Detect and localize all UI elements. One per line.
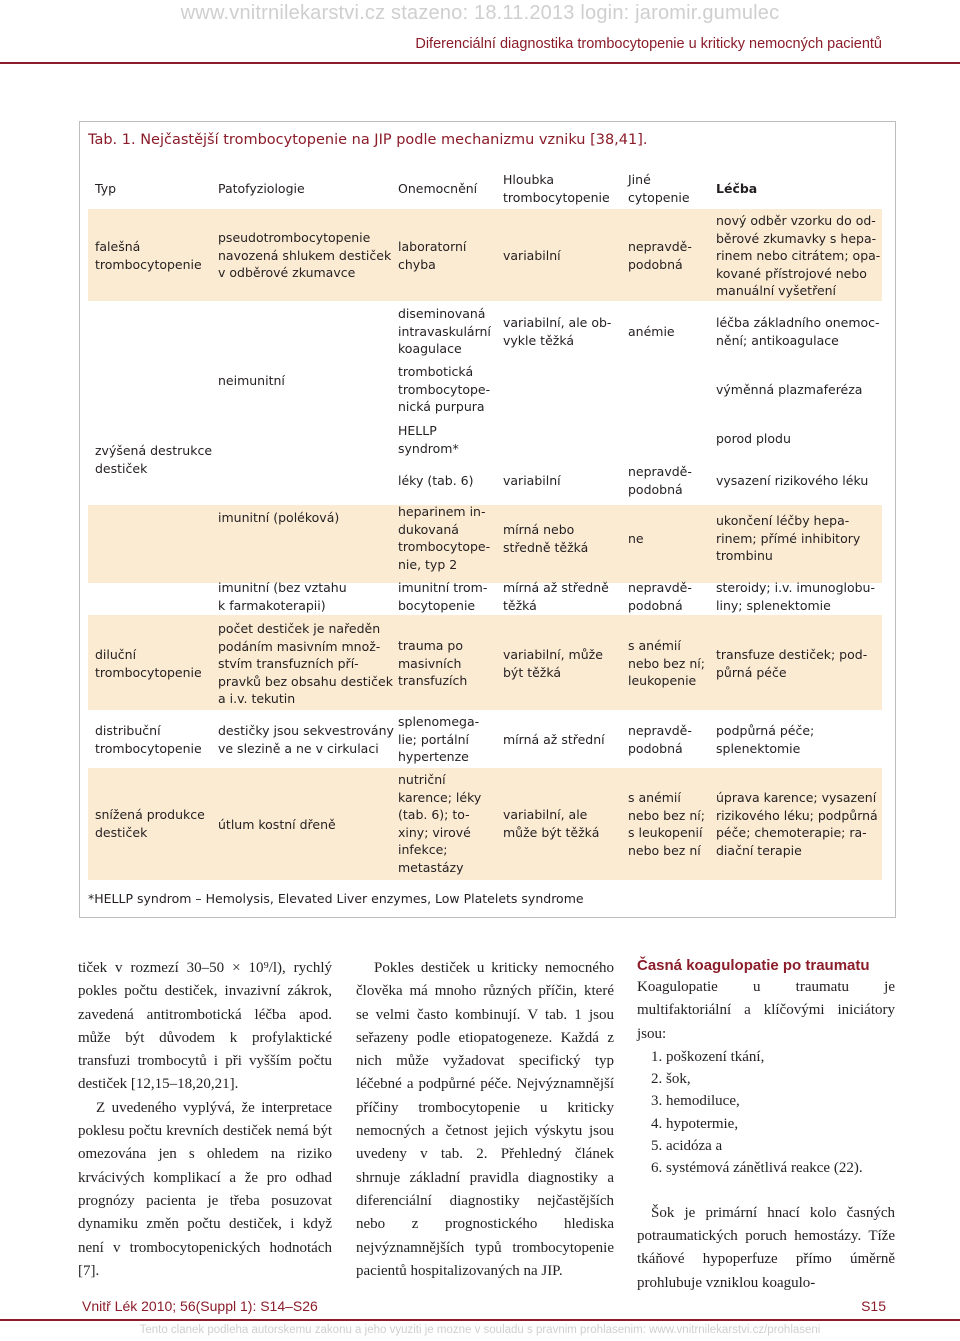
header-onemocneni: Onemocnění xyxy=(398,181,478,196)
r1-lecba xyxy=(716,212,880,300)
list-item: 5. acidóza a xyxy=(651,1138,723,1155)
header-jine-line2: cytopenie xyxy=(628,190,690,205)
r7-pato-l2: k farmakoterapii) xyxy=(218,597,326,613)
r9-pato xyxy=(218,722,394,757)
r8-onem-l2: masivních xyxy=(398,655,462,671)
r9-jine-l2: podobná xyxy=(628,740,683,756)
header-jine-line1: Jiné xyxy=(628,172,651,187)
r1-typ xyxy=(95,238,202,273)
r7-pato xyxy=(218,579,347,614)
header-typ: Typ xyxy=(95,181,117,196)
r8-hloubka-l2: být těžká xyxy=(503,664,562,680)
r1-lecba-l4: kované přístrojové nebo xyxy=(716,265,867,281)
r7-hloubka xyxy=(503,579,609,614)
r1-typ-l1: falešná xyxy=(95,239,141,254)
r1-pato xyxy=(218,229,391,282)
r4-typ-l2: destiček xyxy=(95,460,148,476)
r6-onem-l4: nie, typ 2 xyxy=(398,556,458,572)
r1-onem-l2: chyba xyxy=(398,256,436,272)
r4-onem xyxy=(398,422,459,457)
r7-onem xyxy=(398,579,487,614)
r8-pato-l4: pravků bez obsahu destiček xyxy=(218,673,393,689)
r8-typ-l1: diluční xyxy=(95,647,137,662)
col3-intro: Koagulopatie u traumatu je multifaktoriální a klíčovými iniciátory jsou: xyxy=(637,979,895,1042)
r10-pato: útlum kostní dřeně xyxy=(218,817,336,832)
header-rule xyxy=(0,62,960,64)
r8-onem-l3: transfuzích xyxy=(398,673,468,688)
r6-jine: ne xyxy=(628,531,644,546)
r1-pato-l2: navozená shlukem destiček xyxy=(218,247,392,263)
list-item: 6. systémová zánětlivá reakce (22). xyxy=(651,1160,863,1177)
r10-typ xyxy=(95,806,205,841)
col1-paragraph-2: Z uvedeného vyplývá, že interpretace poklesu počtu krevních destiček nemá být omezována jen s ohledem na riziko krvácivých komplikací a že pro odhad prognózy pacienta je třeba posuzovat dynamiku změn počtu destiček, i když není v trombocytopenických hodnotách [7]. xyxy=(78,1099,332,1279)
r8-jine-l1: s anémií xyxy=(628,638,681,653)
r4-lecba: porod plodu xyxy=(716,431,791,446)
col1-paragraph-1: tiček v rozmezí 30–50 × 10⁹/l), rychlý pokles počtu destiček, invazivní zákrok, zavedená antitrombotická léčba apod. může být důvodem k profylaktické transfuzi trombocytů i při vyšším počtu destiček [12,15–18,20,21]. xyxy=(78,960,332,1093)
r4-typ-l1: zvýšená destrukce xyxy=(95,443,213,458)
r7-onem-l2: bocytopenie xyxy=(398,597,476,613)
r1-lecba-l2: běrové zkumavky s hepa- xyxy=(716,230,877,246)
r10-jine-l4: nebo bez ní xyxy=(628,842,701,858)
r9-hloubka: mírná až střední xyxy=(503,732,605,747)
r5-lecba: vysazení rizikového léku xyxy=(716,473,869,488)
r7-hloubka-l1: mírná až středně xyxy=(503,580,609,595)
col3-paragraph-2: Šok je primární hnací kolo časných potraumatických poruch hemostázy. Tíže tkáňové hypoperfuze přímo úměrně prohlubuje vzniklou koagulo- xyxy=(637,1204,895,1291)
text-column-2 xyxy=(356,957,614,1283)
r2-onem-l3: koagulace xyxy=(398,341,462,356)
running-title: Diferenciální diagnostika trombocytopenie u kriticky nemocných pacientů xyxy=(415,36,882,52)
footer-rule xyxy=(0,1319,960,1321)
r10-lecba-l3: péče; chemoterapie; ra- xyxy=(716,825,867,840)
r1-lecba-l1: nový odběr vzorku do od- xyxy=(716,213,876,228)
r2-onem xyxy=(398,305,491,358)
r1-jine-l2: podobná xyxy=(628,256,683,272)
text-column-3 xyxy=(637,957,895,1295)
section-heading: Časná koagulopatie po traumatu xyxy=(637,957,870,974)
journal-citation: Vnitř Lék 2010; 56(Suppl 1): S14–S26 xyxy=(82,1298,318,1314)
r8-lecba-l1: transfuze destiček; pod- xyxy=(716,647,868,662)
r2-jine: anémie xyxy=(628,324,675,339)
r10-typ-l1: snížená produkce xyxy=(95,807,205,822)
page-number: S15 xyxy=(861,1298,886,1314)
r1-onem-l1: laboratorní xyxy=(398,239,467,254)
r9-onem xyxy=(398,713,479,766)
r10-hloubka xyxy=(503,806,599,841)
r8-onem xyxy=(398,637,467,690)
r3-lecba: výměnná plazmaferéza xyxy=(716,382,863,397)
r10-onem-l3: (tab. 6); to- xyxy=(398,807,470,822)
r2-hloubka-l1: variabilní, ale ob- xyxy=(503,315,612,330)
header-hloubka-line1: Hloubka xyxy=(503,172,555,187)
r10-lecba-l1: úprava karence; vysazení xyxy=(716,790,877,805)
r10-typ-l2: destiček xyxy=(95,824,148,840)
r5-jine-l2: podobná xyxy=(628,481,683,497)
r6-onem-l2: dukovaná xyxy=(398,521,459,537)
watermark-bottom: Tento clanek podleha autorskemu zakonu a jeho vyuziti je mozne v souladu s pravnim prohlasenim: www.vnitrnilekarstvi.cz/prohlaseni xyxy=(139,1324,821,1336)
r10-jine-l1: s anémií xyxy=(628,790,681,805)
header-jine xyxy=(628,171,690,207)
r7-pato-l1: imunitní (bez vztahu xyxy=(218,580,347,595)
r8-pato-l3: stvím transfuzních pří- xyxy=(218,656,359,671)
r6-lecba-l3: trombinu xyxy=(716,548,773,563)
table-caption: Tab. 1. Nejčastější trombocytopenie na JIP podle mechanizmu vzniku [38,41]. xyxy=(88,132,648,148)
r1-typ-l2: trombocytopenie xyxy=(95,256,202,272)
r3-pato: neimunitní xyxy=(218,373,285,388)
r7-jine-l1: nepravdě- xyxy=(628,580,692,595)
r10-onem-l4: xiny; virové xyxy=(398,824,471,840)
r1-lecba-l3: rinem nebo citrátem; opa- xyxy=(716,248,881,263)
r2-lecba-l2: nění; antikoagulace xyxy=(716,332,839,348)
table-footnote: *HELLP syndrom – Hemolysis, Elevated Liver enzymes, Low Platelets syndrome xyxy=(88,891,584,906)
r7-jine-l2: podobná xyxy=(628,597,683,613)
r5-hloubka: variabilní xyxy=(503,473,561,488)
list-item: 4. hypotermie, xyxy=(651,1115,739,1132)
r6-lecba-l1: ukončení léčby hepa- xyxy=(716,513,850,528)
r10-onem xyxy=(398,771,481,876)
r1-lecba-l5: manuální vyšetření xyxy=(716,283,837,298)
r10-hloubka-l2: může být těžká xyxy=(503,824,600,840)
r2-onem-l2: intravaskulární xyxy=(398,323,491,339)
r1-pato-l1: pseudotrombocytopenie xyxy=(218,230,371,245)
header-patofyziologie: Patofyziologie xyxy=(218,181,305,196)
r10-onem-l5: infekce; xyxy=(398,842,448,857)
r9-onem-l2: lie; portální xyxy=(398,731,469,747)
r6-lecba-l2: rinem; přímé inhibitory xyxy=(716,530,861,546)
r8-onem-l1: trauma po xyxy=(398,638,464,653)
r8-jine-l2: nebo bez ní; xyxy=(628,655,705,671)
r3-onem-l3: nická purpura xyxy=(398,399,485,414)
r2-onem-l1: diseminovaná xyxy=(398,306,486,321)
r7-lecba xyxy=(716,579,875,614)
r9-typ-l2: trombocytopenie xyxy=(95,740,202,756)
r9-lecba-l2: splenektomie xyxy=(716,740,801,756)
r6-hloubka-l1: mírná nebo xyxy=(503,522,575,537)
r9-lecba xyxy=(716,722,814,757)
r7-jine xyxy=(628,579,692,614)
r8-typ xyxy=(95,646,202,681)
r10-jine-l3: s leukopenií xyxy=(628,825,703,840)
r10-hloubka-l1: variabilní, ale xyxy=(503,807,588,822)
r10-onem-l1: nutriční xyxy=(398,772,446,787)
col2-paragraph-1: Pokles destiček u kriticky nemocného člověka má mnoho různých příčin, které se velmi často kombinují. V tab. 1 jsou seřazeny podle etiopatogeneze. Každá z nich může vyžadovat specifický typ léčebné a podpůrné péče. Nejvýznamnější příčiny trombocytopenie u kriticky nemocných a četnost jejich výskytu jsou uvedeny v tab. 2. Přehledný článek shrnuje základní pravidla diagnostiky a diferenciální diagnostiky nejčastějších nebo z prognostického hlediska nejvýznamnějších typů trombocytopenie pacientů hospitalizovaných na JIP. xyxy=(356,960,614,1279)
r6-onem xyxy=(398,503,490,573)
r10-onem-l6: metastázy xyxy=(398,859,464,875)
r6-onem-l3: trombocytope- xyxy=(398,539,491,554)
r7-lecba-l1: steroidy; i.v. imunoglobu- xyxy=(716,580,875,595)
r8-lecba-l2: půrná péče xyxy=(716,664,787,680)
r8-lecba xyxy=(716,646,867,681)
r2-lecba-l1: léčba základního onemoc- xyxy=(716,315,880,330)
r8-typ-l2: trombocytopenie xyxy=(95,664,202,680)
r7-onem-l1: imunitní trom- xyxy=(398,580,488,595)
r8-hloubka-l1: variabilní, může xyxy=(503,647,603,662)
r5-onem: léky (tab. 6) xyxy=(398,473,474,488)
r10-lecba-l4: diační terapie xyxy=(716,842,802,858)
header-lecba: Léčba xyxy=(716,181,758,196)
list-item: 3. hemodiluce, xyxy=(651,1093,740,1110)
r3-onem xyxy=(398,363,490,416)
r6-hloubka xyxy=(503,521,588,556)
r9-typ xyxy=(95,722,202,757)
watermark-top: www.vnitrnilekarstvi.cz stazeno: 18.11.2013 login: jaromir.gumulec xyxy=(180,2,780,24)
r7-hloubka-l2: těžká xyxy=(503,597,537,613)
list-item: 1. poškození tkání, xyxy=(651,1048,765,1065)
r8-hloubka xyxy=(503,646,603,681)
header-hloubka xyxy=(503,171,610,207)
r9-pato-l1: destičky jsou sekvestrovány xyxy=(218,723,394,738)
r9-typ-l1: distribuční xyxy=(95,723,161,738)
r4-onem-l1: HELLP xyxy=(398,423,437,438)
r9-jine-l1: nepravdě- xyxy=(628,723,692,738)
r8-pato-l1: počet destiček je naředěn xyxy=(218,621,381,636)
r1-pato-l3: v odběrové zkumavce xyxy=(218,265,356,280)
r2-hloubka-l2: vykle těžká xyxy=(503,332,575,348)
r7-lecba-l2: liny; splenektomie xyxy=(716,597,831,613)
r6-lecba xyxy=(716,512,860,565)
r6-hloubka-l2: středně těžká xyxy=(503,539,589,555)
r2-hloubka xyxy=(503,314,611,349)
r1-jine-l1: nepravdě- xyxy=(628,239,692,254)
list-item: 2. šok, xyxy=(651,1071,691,1088)
text-column-1 xyxy=(78,957,332,1283)
r10-onem-l2: karence; léky xyxy=(398,789,482,805)
r3-onem-l2: trombocytope- xyxy=(398,381,491,397)
r9-jine xyxy=(628,722,692,757)
r4-typ xyxy=(95,442,212,477)
r4-onem-l2: syndrom* xyxy=(398,440,459,456)
r1-onem xyxy=(398,238,466,273)
header-hloubka-line2: trombocytopenie xyxy=(503,190,610,205)
r10-lecba xyxy=(716,789,878,859)
r3-onem-l1: trombotická xyxy=(398,364,474,379)
r1-jine xyxy=(628,238,692,273)
r6-onem-l1: heparinem in- xyxy=(398,504,486,519)
r8-pato xyxy=(218,620,393,708)
r10-lecba-l2: rizikového léku; podpůrná xyxy=(716,807,878,823)
r8-jine-l3: leukopenie xyxy=(628,673,697,688)
r5-jine xyxy=(628,463,692,498)
r9-onem-l3: hypertenze xyxy=(398,749,469,764)
r2-lecba xyxy=(716,314,880,349)
r9-pato-l2: ve slezině a ne v cirkulaci xyxy=(218,740,379,756)
r10-jine-l2: nebo bez ní; xyxy=(628,807,705,823)
initiators-list xyxy=(637,1046,895,1180)
r1-hloubka: variabilní xyxy=(503,248,561,263)
r6-pato: imunitní (poléková) xyxy=(218,510,340,525)
r8-jine xyxy=(628,637,705,690)
r10-jine xyxy=(628,789,705,859)
r8-pato-l2: podáním masivním množ- xyxy=(218,638,381,654)
r9-lecba-l1: podpůrná péče; xyxy=(716,723,815,738)
r8-pato-l5: a i.v. tekutin xyxy=(218,691,296,706)
r9-onem-l1: splenomega- xyxy=(398,714,480,729)
r5-jine-l1: nepravdě- xyxy=(628,464,692,479)
